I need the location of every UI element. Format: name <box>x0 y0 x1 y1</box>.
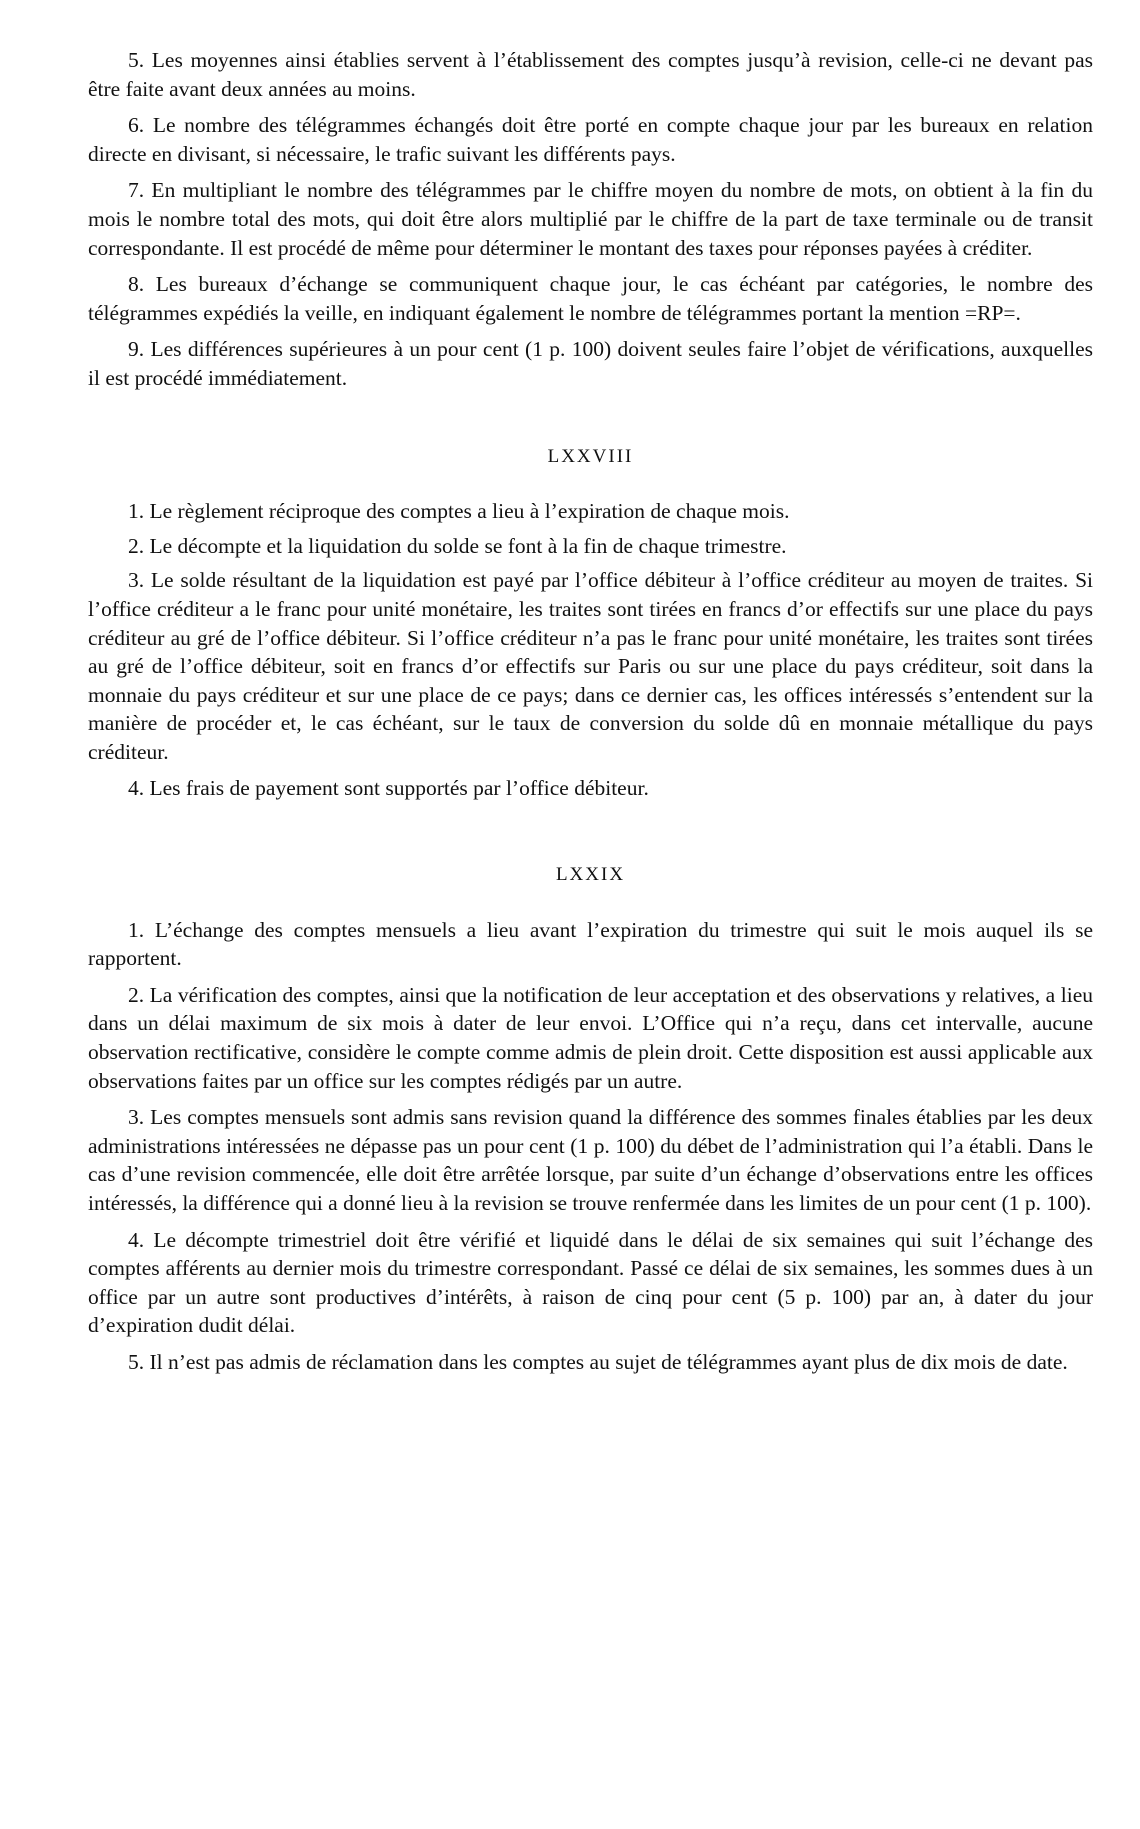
paragraph-lxxviii-3: 3. Le solde résultant de la liquidation est payé par l’office débiteur à l’office créditeur au moyen de traites. Si l’office créditeur a le franc pour unité monétaire, les traites sont tirées en francs d’or effectifs sur une place du pays créditeur au gré de l’office débiteur. Si l’office créditeur n’a pas le franc pour unité monétaire, les traites sont tirées au gré de l’office débiteur, soit en francs d’or effectifs sur Paris ou sur une place du pays créditeur, soit dans la monnaie du pays créditeur et sur une place de ce pays; dans ce dernier cas, les offices intéressés s’entendent sur la manière de procéder et, le cas échéant, sur le taux de conversion du solde dû en monnaie métallique du pays créditeur. <box>88 568 1093 764</box>
paragraph-lxxviii-2: 2. Le décompte et la liquidation du solde se font à la fin de chaque trimestre. <box>128 533 787 558</box>
paragraph-a9: 9. Les différences supérieures à un pour cent (1 p. 100) doivent seules faire l’objet de vérifications, auxquelles il est procédé immédiatement. <box>88 337 1093 390</box>
paragraph-lxxviii-1: 1. Le règlement réciproque des comptes a lieu à l’expiration de chaque mois. <box>128 499 790 524</box>
paragraph-lxxviii-4: 4. Les frais de payement sont supportés par l’office débiteur. <box>128 776 649 801</box>
paragraph-a6: 6. Le nombre des télégrammes échangés doit être porté en compte chaque jour par les bureaux en relation directe en divisant, si nécessaire, le trafic suivant les différents pays. <box>88 113 1093 166</box>
paragraph-a8: 8. Les bureaux d’échange se communiquent chaque jour, le cas échéant par catégories, le nombre des télégrammes expédiés la veille, en indiquant également le nombre de télégrammes portant la mention =RP=. <box>88 272 1093 325</box>
paragraph-lxxix-2: 2. La vérification des comptes, ainsi que la notification de leur acceptation et des observations y relatives, a lieu dans un délai maximum de six mois à dater de leur envoi. L’Office qui n’a reçu, dans cet intervalle, aucune observation rectificative, considère le compte comme admis de plein droit. Cette disposition est aussi applicable aux observations faites par un office sur les comptes rédigés par un autre. <box>88 982 1093 1093</box>
paragraph-a5: 5. Les moyennes ainsi établies servent à l’établissement des comptes jusqu’à revision, celle-ci ne devant pas être faite avant deux années au moins. <box>88 48 1093 101</box>
paragraph-lxxix-5: 5. Il n’est pas admis de réclamation dans les comptes au sujet de télégrammes ayant plus de dix mois de date. <box>128 1349 1068 1374</box>
section-heading-lxxix: LXXIX <box>555 864 626 886</box>
paragraph-lxxix-1: 1. L’échange des comptes mensuels a lieu avant l’expiration du trimestre qui suit le mois auquel ils se rapportent. <box>88 917 1093 971</box>
paragraph-lxxix-3: 3. Les comptes mensuels sont admis sans revision quand la différence des sommes finales établies par les deux administrations intéressées ne dépasse pas un pour cent (1 p. 100) du débet de l’administration qui l’a établi. Dans le cas d’une revision commencée, elle doit être arrêtée lorsque, par suite d’un échange d’observations entre les offices intéressés, la différence qui a donné lieu à la revision se trouve renfermée dans les limites de un pour cent (1 p. 100). <box>88 1105 1093 1215</box>
paragraph-lxxix-4: 4. Le décompte trimestriel doit être vérifié et liquidé dans le délai de six semaines qui suit l’échange des comptes afférents au dernier mois du trimestre correspondant. Passé ce délai de six semaines, les sommes dues à un office par un autre sont productives d’intérêts, à raison de cinq pour cent (5 p. 100) par an, à dater du jour d’expiration dudit délai. <box>88 1227 1093 1338</box>
paragraph-a7: 7. En multipliant le nombre des télégrammes par le chiffre moyen du nombre de mots, on obtient à la fin du mois le nombre total des mots, qui doit être alors multiplié par le chiffre de la part de taxe terminale ou de transit correspondante. Il est procédé de même pour déterminer le montant des taxes pour réponses payées à créditer. <box>88 178 1093 260</box>
section-heading-lxxviii: LXXVIII <box>547 445 634 467</box>
document-page <box>88 46 1093 1385</box>
